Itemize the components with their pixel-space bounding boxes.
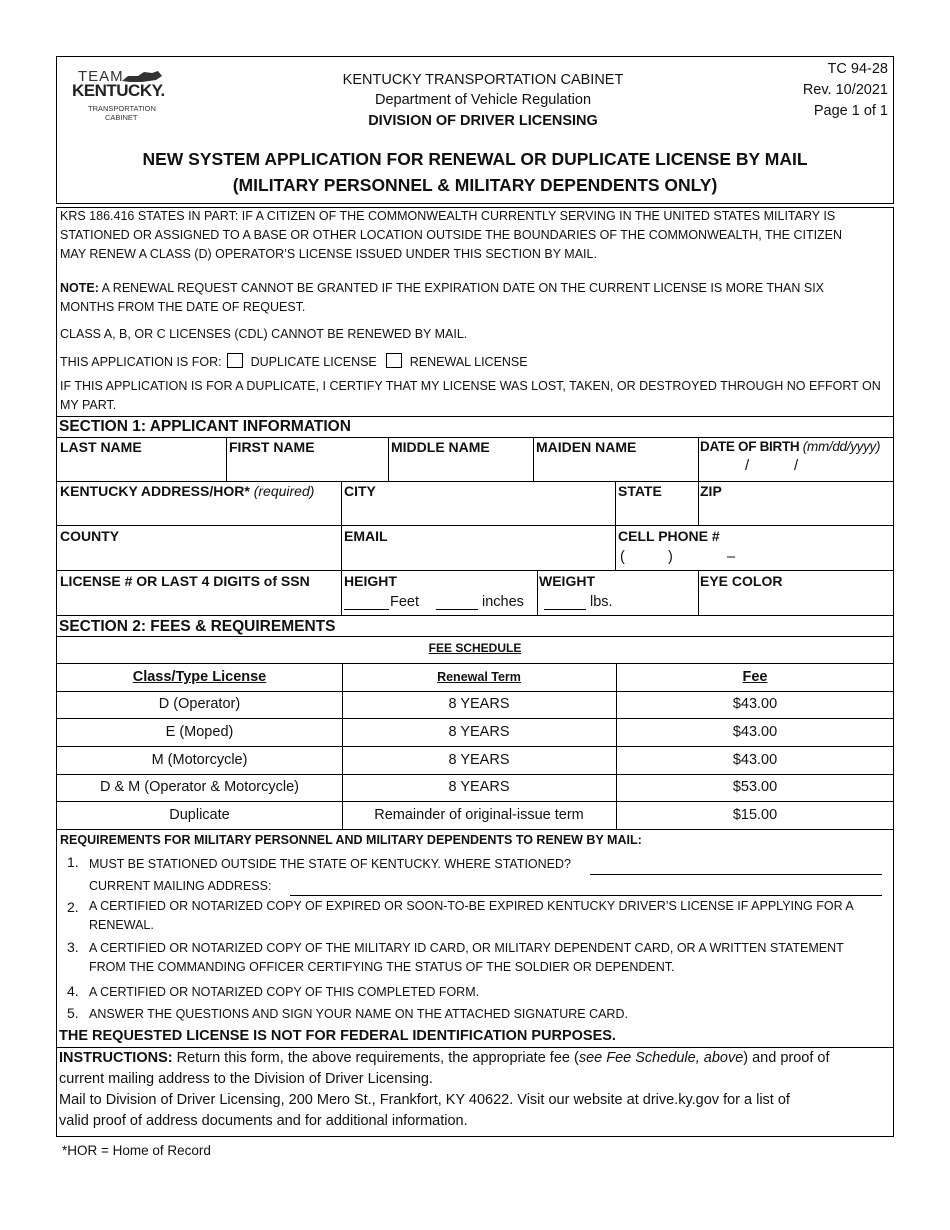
instructions-label: INSTRUCTIONS: <box>59 1050 173 1066</box>
divider <box>57 437 893 438</box>
divider <box>615 481 616 525</box>
email-label: EMAIL <box>344 528 388 544</box>
logo-sub2-text: CABINET <box>105 113 138 122</box>
requirement-4-text: A CERTIFIED OR NOTARIZED COPY OF THIS COMPLETED FORM. <box>89 985 480 999</box>
federal-id-notice: THE REQUESTED LICENSE IS NOT FOR FEDERAL IDENTIFICATION PURPOSES. <box>59 1028 616 1044</box>
dob-slash: / <box>745 457 750 474</box>
form-title: NEW SYSTEM APPLICATION FOR RENEWAL OR DUPLICATE LICENSE BY MAIL <box>142 149 808 169</box>
instructions-line4: valid proof of address documents and for additional information. <box>59 1113 468 1129</box>
requirement-3-line2: FROM THE COMMANDING OFFICER CERTIFYING THE STATUS OF THE SOLDIER OR DEPENDENT. <box>89 960 675 974</box>
application-type-row <box>60 353 528 369</box>
fee-row-term: Remainder of original-issue term <box>374 807 584 823</box>
divider <box>341 525 342 570</box>
divider <box>57 829 893 830</box>
dob-label <box>700 439 880 454</box>
logo-team-text: TEAM <box>78 68 124 85</box>
cell-phone-close-paren: ) <box>668 549 673 565</box>
logo-sub1-text: TRANSPORTATION <box>88 104 156 113</box>
application-type-label: THIS APPLICATION IS FOR: <box>60 355 222 369</box>
instructions-text: ) and proof of <box>743 1050 830 1066</box>
height-label: HEIGHT <box>344 573 397 589</box>
divider <box>57 691 893 692</box>
divider <box>57 774 893 775</box>
instructions-fee-ref: see Fee Schedule, above <box>578 1050 744 1066</box>
fee-table-header-term: Renewal Term <box>437 670 521 684</box>
fee-row-term: 8 YEARS <box>448 779 510 795</box>
requirement-number: 1. <box>67 854 79 870</box>
divider <box>57 718 893 719</box>
fee-row-class: D (Operator) <box>158 696 241 712</box>
required-hint: (required) <box>253 483 315 499</box>
requirement-2-line2: RENEWAL. <box>89 918 154 932</box>
divider <box>57 570 893 571</box>
requirement-number: 2. <box>67 899 79 915</box>
divider <box>57 746 893 747</box>
krs-text-line1: KRS 186.416 STATES IN PART: IF A CITIZEN OF THE COMMONWEALTH CURRENTLY SERVING IN THE UNITED STATES MILITARY IS <box>60 209 836 223</box>
instructions-line3: Mail to Division of Driver Licensing, 200 Mero St., Frankfort, KY 40622. Visit our website at drive.ky.gov for a list of <box>59 1092 790 1108</box>
maiden-name-label: MAIDEN NAME <box>536 439 637 455</box>
renewal-license-checkbox[interactable] <box>386 353 402 368</box>
instructions-line1 <box>59 1050 830 1066</box>
divider <box>57 525 893 526</box>
last-name-label: LAST NAME <box>60 439 142 455</box>
requirements-title: REQUIREMENTS FOR MILITARY PERSONNEL AND MILITARY DEPENDENTS TO RENEW BY MAIL: <box>60 833 642 847</box>
renewal-license-label: RENEWAL LICENSE <box>409 355 528 369</box>
license-label: LICENSE # OR LAST 4 DIGITS of SSN <box>60 573 310 589</box>
weight-label: WEIGHT <box>539 573 595 589</box>
form-subtitle: (MILITARY PERSONNEL & MILITARY DEPENDENTS ONLY) <box>232 175 718 195</box>
dob-label-text: DATE OF BIRTH <box>700 439 800 454</box>
mailing-address-line[interactable] <box>290 895 882 896</box>
city-label: CITY <box>344 483 376 499</box>
fee-row-class: D & M (Operator & Motorcycle) <box>99 779 299 795</box>
note-line2: MONTHS FROM THE DATE OF REQUEST. <box>60 300 306 314</box>
height-feet-unit: Feet <box>390 594 420 610</box>
height-inches-unit: inches <box>482 594 524 610</box>
section1-title: SECTION 1: APPLICANT INFORMATION <box>59 418 351 435</box>
zip-label: ZIP <box>700 483 722 499</box>
divider <box>698 437 699 481</box>
requirement-3-line1: A CERTIFIED OR NOTARIZED COPY OF THE MILITARY ID CARD, OR MILITARY DEPENDENT CARD, OR A WRITTEN STATEMENT <box>89 941 844 955</box>
fee-row-term: 8 YEARS <box>448 752 510 768</box>
hor-footnote: *HOR = Home of Record <box>62 1143 211 1158</box>
divider <box>57 801 893 802</box>
fee-row-term: 8 YEARS <box>448 724 510 740</box>
note-text: A RENEWAL REQUEST CANNOT BE GRANTED IF THE EXPIRATION DATE ON THE CURRENT LICENSE IS MORE THAN SIX <box>98 281 825 295</box>
requirement-2-line1: A CERTIFIED OR NOTARIZED COPY OF EXPIRED OR SOON-TO-BE EXPIRED KENTUCKY DRIVER’S LICENSE IF APPLYING FOR A <box>89 899 854 913</box>
mailing-address-label: CURRENT MAILING ADDRESS: <box>89 879 272 893</box>
county-label: COUNTY <box>60 528 120 544</box>
fee-row-fee: $53.00 <box>732 779 778 795</box>
certify-line2: MY PART. <box>60 398 117 412</box>
agency-name: KENTUCKY TRANSPORTATION CABINET <box>342 72 624 88</box>
divider <box>698 481 699 525</box>
height-inches-line[interactable] <box>436 609 478 610</box>
middle-name-label: MIDDLE NAME <box>391 439 490 455</box>
eye-color-label: EYE COLOR <box>700 573 783 589</box>
dob-slash: / <box>794 457 799 474</box>
first-name-label: FIRST NAME <box>229 439 315 455</box>
divider <box>57 481 893 482</box>
divider <box>341 570 342 615</box>
requirement-number: 3. <box>67 939 79 955</box>
division-name: DIVISION OF DRIVER LICENSING <box>368 113 598 129</box>
requirement-number: 5. <box>67 1005 79 1021</box>
dob-format-hint: (mm/dd/yyyy) <box>802 439 881 454</box>
divider <box>57 636 893 637</box>
fee-schedule-title: FEE SCHEDULE <box>428 641 522 655</box>
section2-title: SECTION 2: FEES & REQUIREMENTS <box>59 618 336 635</box>
height-feet-line[interactable] <box>344 609 389 610</box>
divider <box>537 570 538 615</box>
fee-table-header-fee: Fee <box>742 669 768 685</box>
divider <box>226 437 227 481</box>
page-number: Page 1 of 1 <box>813 103 888 119</box>
note-label: NOTE: <box>60 281 99 295</box>
weight-unit: lbs. <box>590 594 613 610</box>
fee-row-term: 8 YEARS <box>448 696 510 712</box>
fee-row-fee: $43.00 <box>732 752 778 768</box>
divider <box>57 1047 893 1048</box>
requirement-1-text: MUST BE STATIONED OUTSIDE THE STATE OF KENTUCKY. WHERE STATIONED? <box>89 857 572 871</box>
divider <box>57 663 893 664</box>
department-name: Department of Vehicle Regulation <box>374 92 592 108</box>
cdl-notice: CLASS A, B, OR C LICENSES (CDL) CANNOT BE RENEWED BY MAIL. <box>60 327 468 341</box>
fee-row-class: Duplicate <box>169 807 230 823</box>
where-stationed-line[interactable] <box>590 874 882 875</box>
certify-line1: IF THIS APPLICATION IS FOR A DUPLICATE, I CERTIFY THAT MY LICENSE WAS LOST, TAKEN, OR DESTROYED THROUGH NO EFFORT ON <box>60 379 881 393</box>
divider <box>533 437 534 481</box>
divider <box>388 437 389 481</box>
note-line1 <box>60 281 824 295</box>
fee-row-fee: $43.00 <box>732 724 778 740</box>
krs-text-line2: STATIONED OR ASSIGNED TO A BASE OR OTHER LOCATION OUTSIDE THE BOUNDARIES OF THE COMMONWEALTH, THE CITIZEN <box>60 228 843 242</box>
divider <box>57 615 893 616</box>
fee-row-fee: $15.00 <box>732 807 778 823</box>
logo-kentucky-text: KENTUCKY. <box>72 81 165 100</box>
kentucky-address-label-text: KENTUCKY ADDRESS/HOR* <box>60 483 250 499</box>
cell-phone-label: CELL PHONE # <box>618 528 720 544</box>
duplicate-license-label: DUPLICATE LICENSE <box>250 355 377 369</box>
instructions-text: Return this form, the above requirements, the appropriate fee ( <box>172 1050 579 1066</box>
divider <box>615 525 616 570</box>
requirement-5-text: ANSWER THE QUESTIONS AND SIGN YOUR NAME ON THE ATTACHED SIGNATURE CARD. <box>89 1007 628 1021</box>
divider <box>698 570 699 615</box>
cell-phone-dash: – <box>727 549 736 565</box>
state-label: STATE <box>618 483 662 499</box>
krs-text-line3: MAY RENEW A CLASS (D) OPERATOR’S LICENSE ISSUED UNDER THIS SECTION BY MAIL. <box>60 247 597 261</box>
requirement-number: 4. <box>67 983 79 999</box>
kentucky-address-label <box>60 483 314 499</box>
cell-phone-open-paren: ( <box>620 549 625 565</box>
fee-row-fee: $43.00 <box>732 696 778 712</box>
divider <box>341 481 342 525</box>
instructions-line2: current mailing address to the Division of Driver Licensing. <box>59 1071 433 1087</box>
form-revision: Rev. 10/2021 <box>802 82 888 98</box>
form-number: TC 94-28 <box>827 61 888 77</box>
weight-line[interactable] <box>544 609 586 610</box>
fee-row-class: M (Motorcycle) <box>151 752 248 768</box>
duplicate-license-checkbox[interactable] <box>227 353 243 368</box>
fee-table-header-class: Class/Type License <box>132 669 267 685</box>
fee-row-class: E (Moped) <box>165 724 234 740</box>
team-kentucky-logo <box>70 68 170 122</box>
divider <box>57 416 893 417</box>
